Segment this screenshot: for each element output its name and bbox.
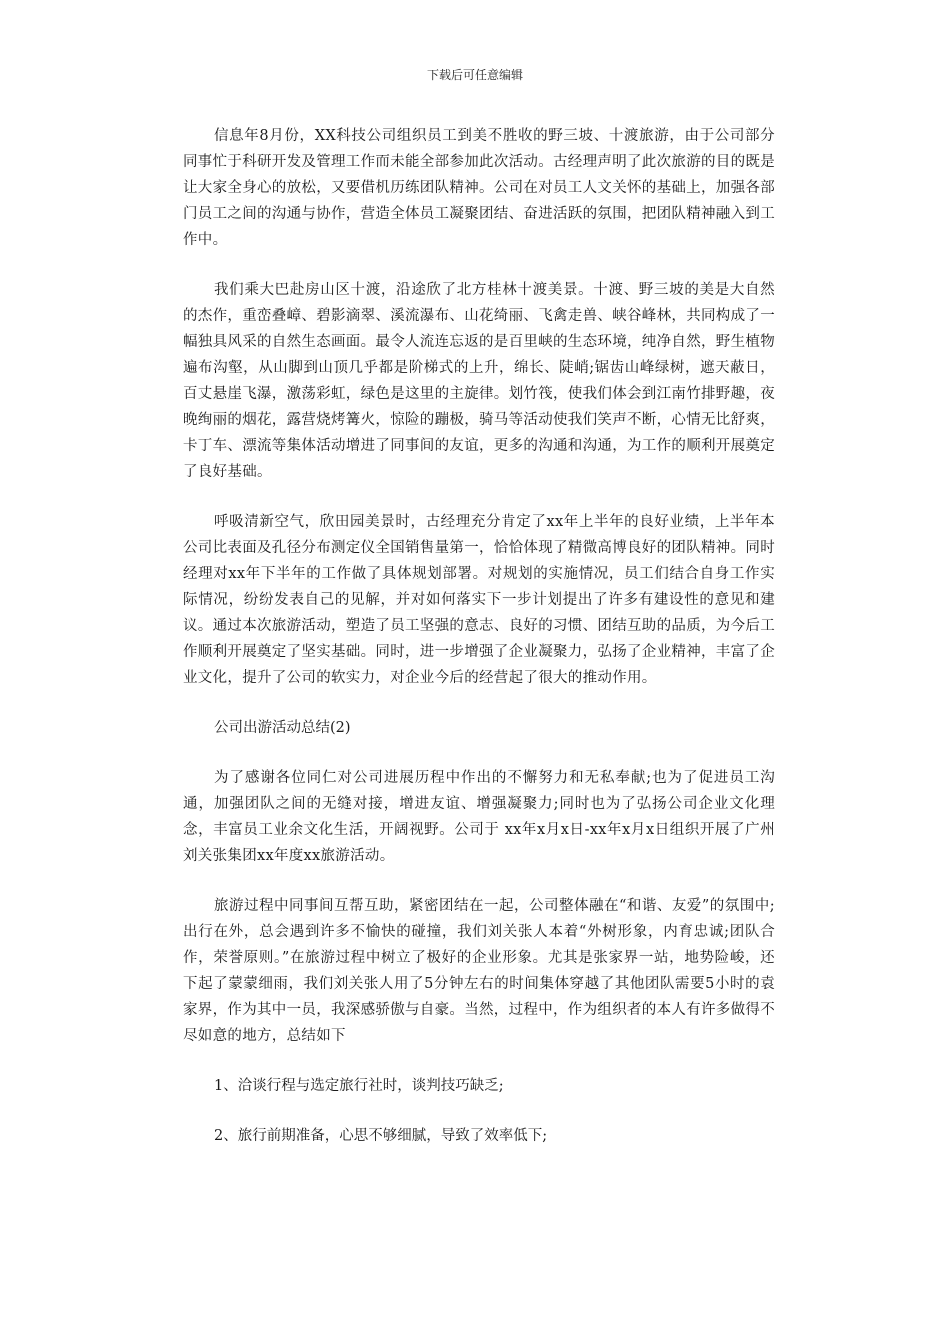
paragraph-1: 信息年8月份，XX科技公司组织员工到美不胜收的野三坡、十渡旅游，由于公司部分同事忙于科研开发及管理工作而未能全部参加此次活动。古经理声明了此次旅游的目的既是让大家全身心的放松，又要借机历练团队精神。公司在对员工人文关怀的基础上，加强各部门员工之间的沟通与协作，营造全体员工凝聚团结、奋进活跃的氛围，把团队精神融入到工作中。 — [183, 128, 775, 248]
paragraph-5: 旅游过程中同事间互帮互助，紧密团结在一起，公司整体融在“和谐、友爱”的氛围中;出行在外，总会遇到许多不愉快的碰撞，我们刘关张人本着“外树形象，内育忠诚;团队合作，荣誉原则。”在旅游过程中树立了极好的企业形象。尤其是张家界一站，地势险峻，还下起了蒙蒙细雨，我们刘关张人用了5分钟左右的时间集体穿越了其他团队需要5小时的袁家界，作为其中一员，我深感骄傲与自豪。当然，过程中，作为组织者的本人有许多做得不尽如意的地方，总结如下 — [183, 898, 775, 1044]
paragraph-4: 为了感谢各位同仁对公司进展历程中作出的不懈努力和无私奉献;也为了促进员工沟通，加强团队之间的无缝对接，增进友谊、增强凝聚力;同时也为了弘扬公司企业文化理念，丰富员工业余文化生活，开阔视野。公司于 xx年x月x日-xx年x月x日组织开展了广州刘关张集团xx年度xx旅游活动。 — [183, 770, 775, 864]
document-body — [183, 123, 775, 1173]
paragraph-2: 我们乘大巴赴房山区十渡，沿途欣了北方桂林十渡美景。十渡、野三坡的美是大自然的杰作，重峦叠嶂、碧影滴翠、溪流瀑布、山花绮丽、飞禽走兽、峡谷峰林，共同构成了一幅独具风采的自然生态画面。最令人流连忘返的是百里峡的生态环境，纯净自然，野生植物遍布沟壑，从山脚到山顶几乎都是阶梯式的上升，绵长、陡峭;锯齿山峰绿树，遮天蔽日，百丈悬崖飞瀑，激荡彩虹，绿色是这里的主旋律。划竹筏，使我们体会到江南竹排野趣，夜晚绚丽的烟花，露营烧烤篝火，惊险的蹦极，骑马等活动使我们笑声不断，心情无比舒爽，卡丁车、漂流等集体活动增进了同事间的友谊，更多的沟通和沟通，为工作的顺利开展奠定了良好基础。 — [183, 282, 775, 480]
list-item-2: 2、旅行前期准备，心思不够细腻，导致了效率低下; — [214, 1128, 548, 1144]
paragraph-3: 呼吸清新空气，欣田园美景时，古经理充分肯定了xx年上半年的良好业绩，上半年本公司比表面及孔径分布测定仪全国销售量第一，恰恰体现了精微高博良好的团队精神。同时经理对xx年下半年的工作做了具体规划部署。对规划的实施情况，员工们结合自身工作实际情况，纷纷发表自己的见解，并对如何落实下一步计划提出了许多有建设性的意见和建议。通过本次旅游活动，塑造了员工坚强的意志、良好的习惯、团结互助的品质，为今后工作顺利开展奠定了坚实基础。同时，进一步增强了企业凝聚力，弘扬了企业精神，丰富了企业文化，提升了公司的软实力，对企业今后的经营起了很大的推动作用。 — [183, 514, 775, 686]
page-header: 下载后可任意编辑 — [426, 68, 523, 82]
list-item-1: 1、洽谈行程与选定旅行社时，谈判技巧缺乏; — [214, 1078, 504, 1094]
section-title: 公司出游活动总结(2) — [214, 720, 351, 736]
